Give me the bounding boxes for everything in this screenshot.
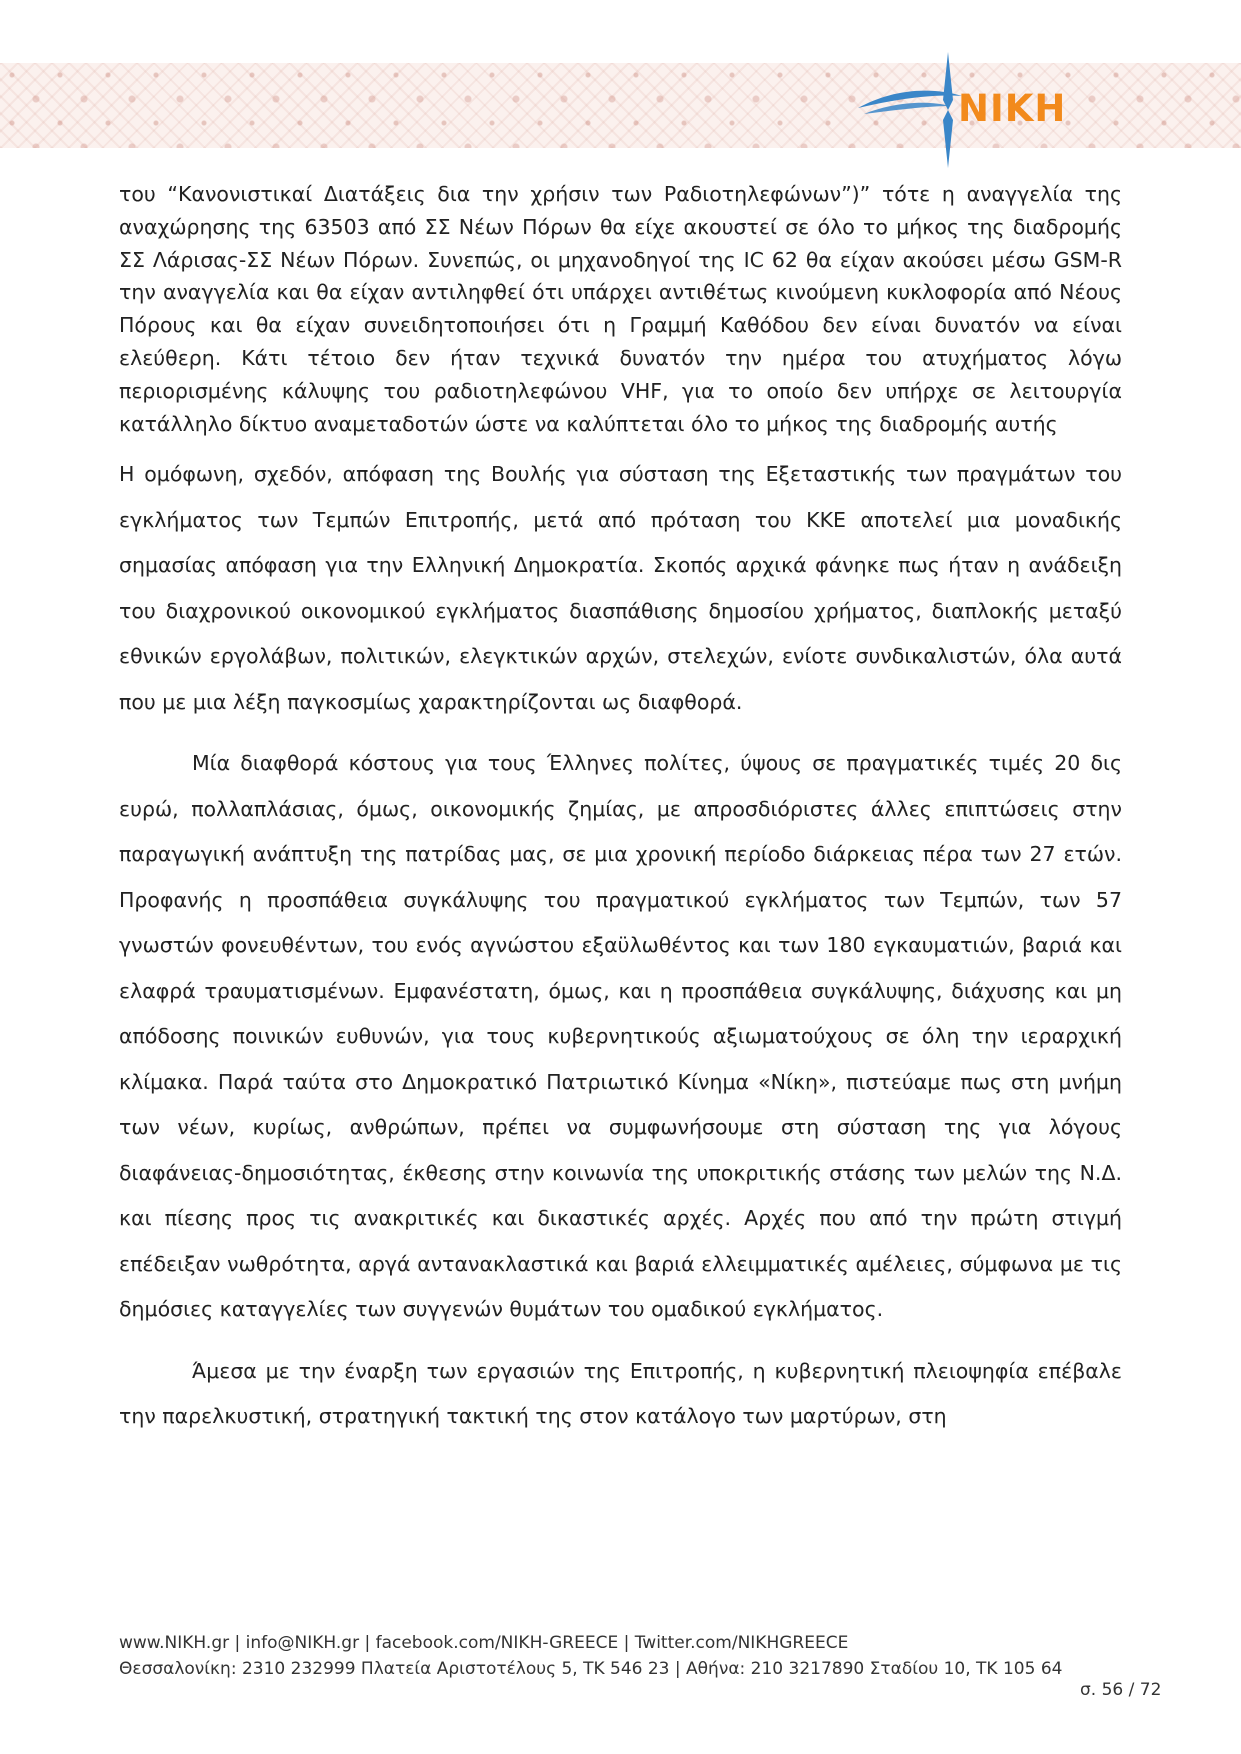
footer-addresses: Θεσσαλονίκη: 2310 232999 Πλατεία Αριστοτέλους 5, ΤΚ 546 23 | Αθήνα: 210 3217890 Σταδίου 10, ΤΚ 105 64 [119,1659,1063,1679]
paragraph-3: Μία διαφθορά κόστους για τους Έλληνες πολίτες, ύψους σε πραγματικές τιμές 20 δις ευρώ, πολλαπλάσιας, όμως, οικονομικής ζημίας, με απροσδιόριστες άλλες επιπτώσεις στην παραγωγική ανάπτυξη της πατρίδας μας, σε μια χρονική περίοδο διάρκειας πέρα των 27 ετών. Προφανής η προσπάθεια συγκάλυψης του πραγματικού εγκλήματος των Τεμπών, των 57 γνωστών φονευθέντων, του ενός αγνώστου εξαϋλωθέντος και των 180 εγκαυματιών, βαριά και ελαφρά τραυματισμένων. Εμφανέστατη, όμως, και η προσπάθεια συγκάλυψης, διάχυσης και μη απόδοσης ποινικών ευθυνών, για τους κυβερνητικούς αξιωματούχους σε όλη την ιεραρχική κλίμακα. Παρά ταύτα στο Δημοκρατικό Πατριωτικό Κίνημα «Νίκη», πιστεύαμε πως στη μνήμη των νέων, κυρίως, ανθρώπων, πρέπει να συμφωνήσουμε στη σύσταση της για λόγους διαφάνειας-δημοσιότητας, έκθεσης στην κοινωνία της υποκριτικής στάσης των μελών της Ν.Δ. και πίεσης προς τις ανακριτικές και δικαστικές αρχές. Αρχές που από την πρώτη στιγμή επέδειξαν νωθρότητα, αργά αντανακλαστικά και βαριά ελλειμματικές αμέλειες, σύμφωνα με τις δημόσιες καταγγελίες των συγγενών θυμάτων του ομαδικού εγκλήματος. [119,751,1122,1322]
footer-links: www.NIKH.gr | info@NIKH.gr | facebook.com/NIKH-GREECE | Twitter.com/NIKHGREECE [119,1633,849,1653]
logo-text: NIKH [958,87,1067,130]
page-number: σ. 56 / 72 [1080,1680,1162,1700]
nikh-logo [850,50,1090,170]
paragraph-1: του “Κανονιστικαί Διατάξεις δια την χρήσιν των Ραδιοτηλεφώνων”)” τότε η αναγγελία της αναχώρησης της 63503 από ΣΣ Νέων Πόρων θα είχε ακουστεί σε όλο το μήκος της διαδρομής ΣΣ Λάρισας-ΣΣ Νέων Πόρων. Συνεπώς, οι μηχανοδηγοί της IC 62 θα είχαν ακούσει μέσω GSM-R την αναγγελία και θα είχαν αντιληφθεί ότι υπάρχει αντιθέτως κινούμενη κυκλοφορία από Νέους Πόρους και θα είχαν συνειδητοποιήσει ότι η Γραμμή Καθόδου δεν είναι δυνατόν να είναι ελεύθερη. Κάτι τέτοιο δεν ήταν τεχνικά δυνατόν την ημέρα του ατυχήματος λόγω περιορισμένης κάλυψης του ραδιοτηλεφώνου VHF, για το οποίο δεν υπήρχε σε λειτουργία κατάλληλο δίκτυο αναμεταδοτών ώστε να καλύπτεται όλο το μήκος της διαδρομής αυτής [119,182,1122,436]
document-body [119,178,1122,1456]
paragraph-4: Άμεσα με την έναρξη των εργασιών της Επιτροπής, η κυβερνητική πλειοψηφία επέβαλε την παρελκυστική, στρατηγική τακτική της στον κατάλογο των μαρτύρων, στη [119,1358,1122,1429]
paragraph-2: Η ομόφωνη, σχεδόν, απόφαση της Βουλής για σύσταση της Εξεταστικής των πραγμάτων του εγκλήματος των Τεμπών Επιτροπής, μετά από πρόταση του ΚΚΕ αποτελεί μια μοναδικής σημασίας απόφαση για την Ελληνική Δημοκρατία. Σκοπός αρχικά φάνηκε πως ήταν η ανάδειξη του διαχρονικού οικονομικού εγκλήματος διασπάθισης δημοσίου χρήματος, διαπλοκής μεταξύ εθνικών εργολάβων, πολιτικών, ελεγκτικών αρχών, στελεχών, ενίοτε συνδικαλιστών, όλα αυτά που με μια λέξη παγκοσμίως χαρακτηρίζονται ως διαφθορά. [119,462,1122,714]
footer [119,1630,1159,1682]
